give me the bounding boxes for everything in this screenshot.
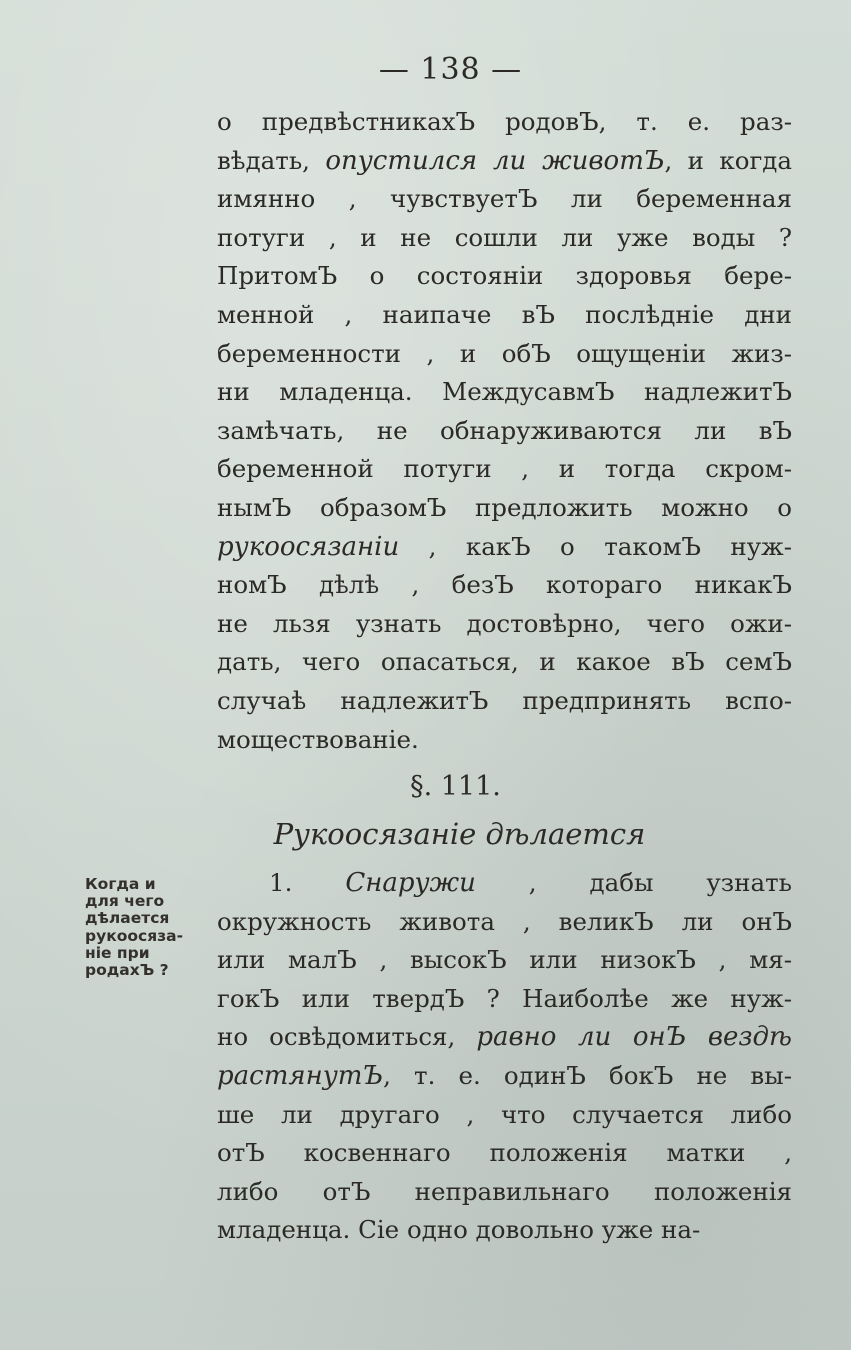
text-line xyxy=(217,103,792,142)
text-line xyxy=(217,605,792,644)
text-line xyxy=(217,1134,792,1173)
text-line xyxy=(217,566,792,605)
text-segment: вѣдать, xyxy=(217,145,326,175)
text-line xyxy=(217,1018,792,1057)
text-segment: окружность живота , великЪ ли онЪ xyxy=(217,906,792,936)
paragraph-2 xyxy=(217,864,792,1250)
marginal-note-line: Когда и xyxy=(85,875,156,893)
text-segment: но освѣдомиться, xyxy=(217,1022,477,1052)
text-line xyxy=(217,980,792,1019)
text-segment: нымЪ образомЪ предложить можно о xyxy=(217,492,792,522)
text-line xyxy=(217,373,792,412)
italic-text: растянутЪ xyxy=(217,1060,384,1091)
italic-text: равно ли онЪ вездѣ xyxy=(476,1022,792,1053)
text-segment: моществованіе. xyxy=(217,724,419,754)
marginal-note-line: дѣлается xyxy=(85,909,170,928)
text-segment: номЪ дѣлѣ , безЪ котораго никакЪ xyxy=(217,570,792,600)
italic-text: рукоосязаніи xyxy=(217,531,400,562)
page-number: — 138 — xyxy=(378,52,523,87)
text-segment: о предвѣстникахЪ родовЪ, т. е. раз- xyxy=(217,107,792,136)
paragraph-1 xyxy=(217,103,792,759)
text-segment: потуги , и не сошли ли уже воды ? xyxy=(217,222,792,252)
marginal-note xyxy=(85,876,215,979)
text-segment: отЪ косвеннаго положенія матки , xyxy=(217,1138,792,1168)
text-line xyxy=(217,1096,792,1135)
italic-text: опустился ли животЪ xyxy=(325,145,665,176)
text-segment: ше ли другаго , что случается либо xyxy=(217,1099,792,1129)
text-segment: младенца. Сіе одно довольно уже на- xyxy=(217,1215,701,1245)
text-line xyxy=(217,1057,792,1096)
section-number: §. 111. xyxy=(410,771,501,802)
text-segment: 1. xyxy=(269,868,346,897)
text-line xyxy=(217,335,792,374)
text-line xyxy=(217,142,792,181)
text-segment: либо отЪ неправильнаго положенія xyxy=(217,1176,792,1206)
text-line xyxy=(217,489,792,528)
text-line xyxy=(217,180,792,219)
text-segment: замѣчать, не обнаруживаются ли вЪ xyxy=(217,415,792,445)
text-segment: дать, чего опасаться, и какое вЪ семЪ xyxy=(217,647,792,677)
text-line xyxy=(217,1211,792,1250)
text-line xyxy=(217,903,792,942)
text-segment: ПритомЪ о состояніи здоровья бере- xyxy=(217,261,792,291)
section-heading: Рукоосязаніе дѣлается xyxy=(273,817,646,851)
text-segment: беременной потуги , и тогда скром- xyxy=(217,454,792,484)
text-line xyxy=(217,643,792,682)
text-line xyxy=(217,296,792,335)
text-line xyxy=(217,1173,792,1212)
text-segment: не льзя узнать достовѣрно, чего ожи- xyxy=(217,608,792,638)
text-line xyxy=(217,682,792,721)
text-segment: беременности , и обЪ ощущеніи жиз- xyxy=(217,338,792,368)
text-line xyxy=(217,864,792,903)
text-line xyxy=(217,412,792,451)
text-line xyxy=(217,257,792,296)
text-line xyxy=(217,450,792,489)
text-segment: , дабы узнать xyxy=(475,868,792,897)
text-segment: , какЪ о такомЪ нуж- xyxy=(399,531,792,561)
italic-text: Снаружи xyxy=(345,868,476,898)
marginal-note-line: рукоосяза- xyxy=(85,926,184,945)
marginal-note-line: родахЪ ? xyxy=(85,961,169,980)
marginal-note-line: ніе при xyxy=(85,943,150,962)
text-segment: , и когда xyxy=(664,145,792,175)
text-segment: или малЪ , высокЪ или низокЪ , мя- xyxy=(217,945,792,975)
text-line xyxy=(217,219,792,258)
marginal-note-line: для чего xyxy=(85,892,165,911)
text-line xyxy=(217,721,792,760)
text-segment: ни младенца. МеждусавмЪ надлежитЪ xyxy=(217,377,792,407)
text-segment: случаѣ надлежитЪ предпринять вспо- xyxy=(217,685,792,715)
text-line xyxy=(217,941,792,980)
text-segment: менной , наипаче вЪ послѣдніе дни xyxy=(217,299,792,329)
text-segment: , т. е. одинЪ бокЪ не вы- xyxy=(383,1060,792,1090)
text-segment: имянно , чувствуетЪ ли беременная xyxy=(217,184,792,214)
text-segment: гокЪ или твердЪ ? Наиболѣе же нуж- xyxy=(217,983,792,1013)
text-line xyxy=(217,528,792,567)
